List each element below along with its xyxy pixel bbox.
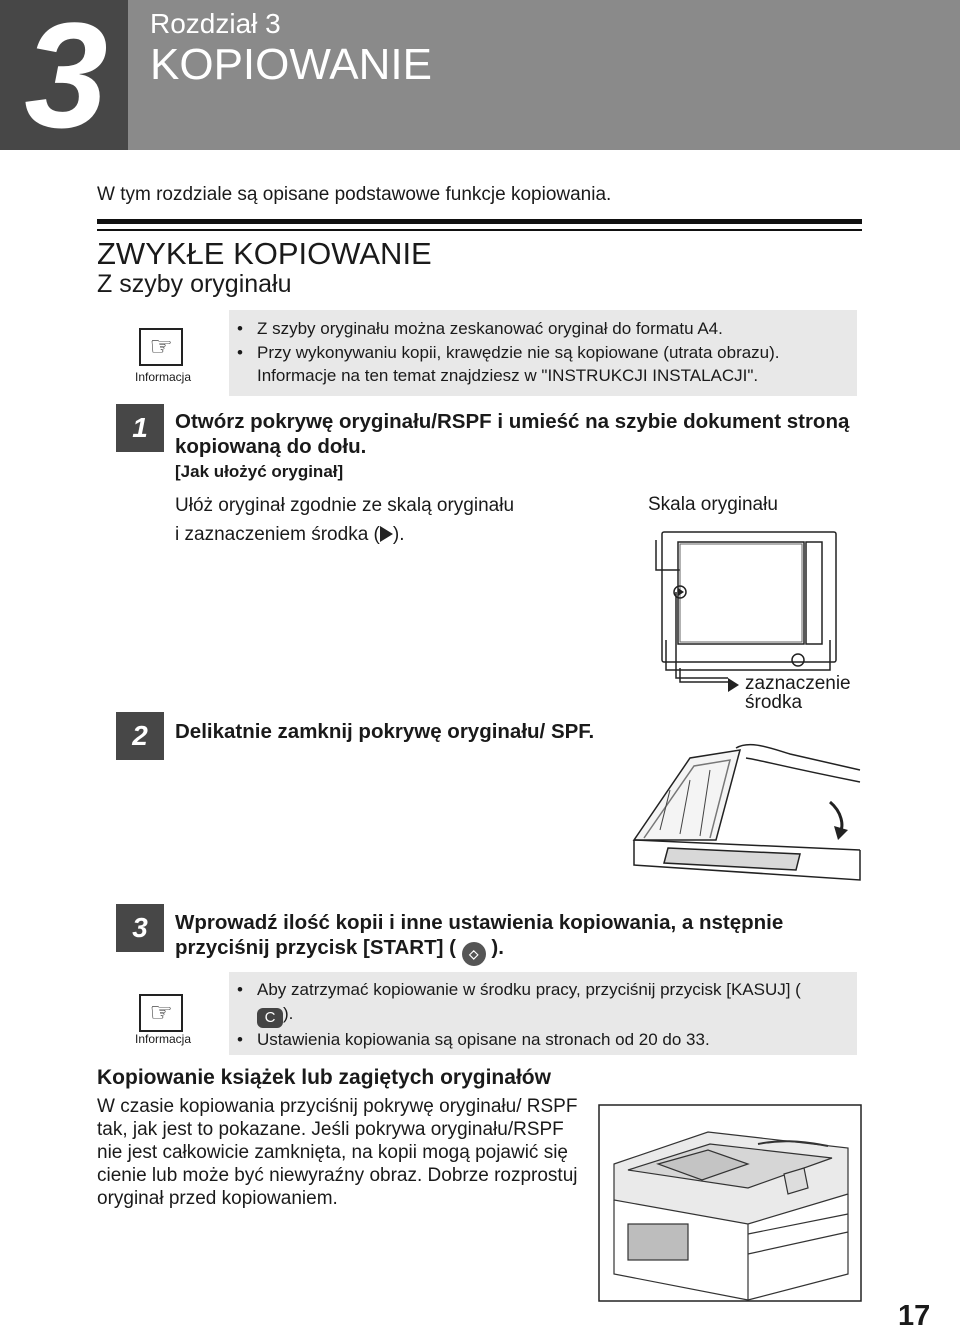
triangle-right-icon	[728, 678, 739, 692]
info-bullet: • Z szyby oryginału można zeskanować oryginał do formatu A4.	[235, 317, 845, 341]
page-number: 17	[898, 1300, 931, 1332]
chapter-intro: W tym rozdziale są opisane podstawowe funkcje kopiowania.	[97, 184, 612, 205]
subsection-paragraph: W czasie kopiowania przyciśnij pokrywę oryginału/ RSPF tak, jak jest to pokazane. Jeśli pokrywa oryginału/RSPF nie jest całkowicie zamknięta, na kopii mogą pojawić się cienie lub może być niewyraźny obraz. Dobrze rozprostuj oryginał przed kopiowaniem.	[97, 1096, 578, 1209]
info-bullet: • Aby zatrzymać kopiowanie w środku pracy, przyciśnij przycisk [KASUJ] (C ).	[235, 978, 825, 1028]
figure-label-center: zaznaczenie środka	[745, 673, 851, 713]
step-note-body	[175, 491, 514, 549]
pointing-hand-icon: ☞	[139, 994, 183, 1032]
info-label: Informacja	[134, 1032, 192, 1046]
info-label: Informacja	[134, 370, 192, 384]
section-rule-thin	[97, 229, 862, 231]
step-number: 3	[116, 904, 164, 952]
info-bullet: • Przy wykonywaniu kopii, krawędzie nie są kopiowane (utrata obrazu). Informacje na ten temat znajdziesz w "INSTRUKCJI INSTALACJI".	[235, 341, 845, 388]
triangle-right-icon	[380, 526, 393, 542]
info-icon-panel	[97, 310, 229, 396]
pointing-hand-icon: ☞	[139, 328, 183, 366]
section-subtitle: Z szyby oryginału	[97, 270, 292, 298]
step-text: Otwórz pokrywę oryginału/RSPF i umieść na szybie dokument stroną kopiowaną do dołu.	[175, 410, 850, 458]
figure-label-scale: Skala oryginału	[648, 494, 778, 515]
step-text: Wprowadź ilość kopii i inne ustawienia kopiowania, a nstępnie przyciśnij przycisk [START] ( ◇ ).	[175, 910, 865, 966]
info-box	[97, 972, 857, 1055]
start-button-icon: ◇	[462, 942, 486, 966]
chapter-title: KOPIOWANIE	[150, 40, 432, 89]
chapter-number: 3	[0, 0, 128, 150]
step-number: 1	[116, 404, 164, 452]
info-bullets	[235, 317, 845, 388]
step-text: Delikatnie zamknij pokrywę oryginału/ SPF.	[175, 720, 595, 743]
close-cover-illustration	[620, 730, 865, 900]
info-bullets	[235, 978, 825, 1051]
chapter-label: Rozdział 3	[150, 8, 281, 39]
step-note-heading: [Jak ułożyć oryginał]	[175, 462, 344, 481]
step-note-line: i zaznaczeniem środka ( ).	[175, 524, 405, 545]
info-bullet: • Ustawienia kopiowania są opisane na stronach od 20 do 33.	[235, 1028, 825, 1052]
step-number: 2	[116, 712, 164, 760]
section-title: ZWYKŁE KOPIOWANIE	[97, 236, 432, 271]
section-rule-thick	[97, 219, 862, 224]
subsection-heading: Kopiowanie książek lub zagiętych oryginałów	[97, 1066, 551, 1089]
info-box	[97, 310, 857, 396]
book-copy-illustration	[598, 1104, 862, 1302]
step-note-line: Ułóż oryginał zgodnie ze skalą oryginału	[175, 495, 515, 516]
clear-key-icon: C	[257, 1008, 283, 1028]
info-icon-panel	[97, 972, 229, 1055]
